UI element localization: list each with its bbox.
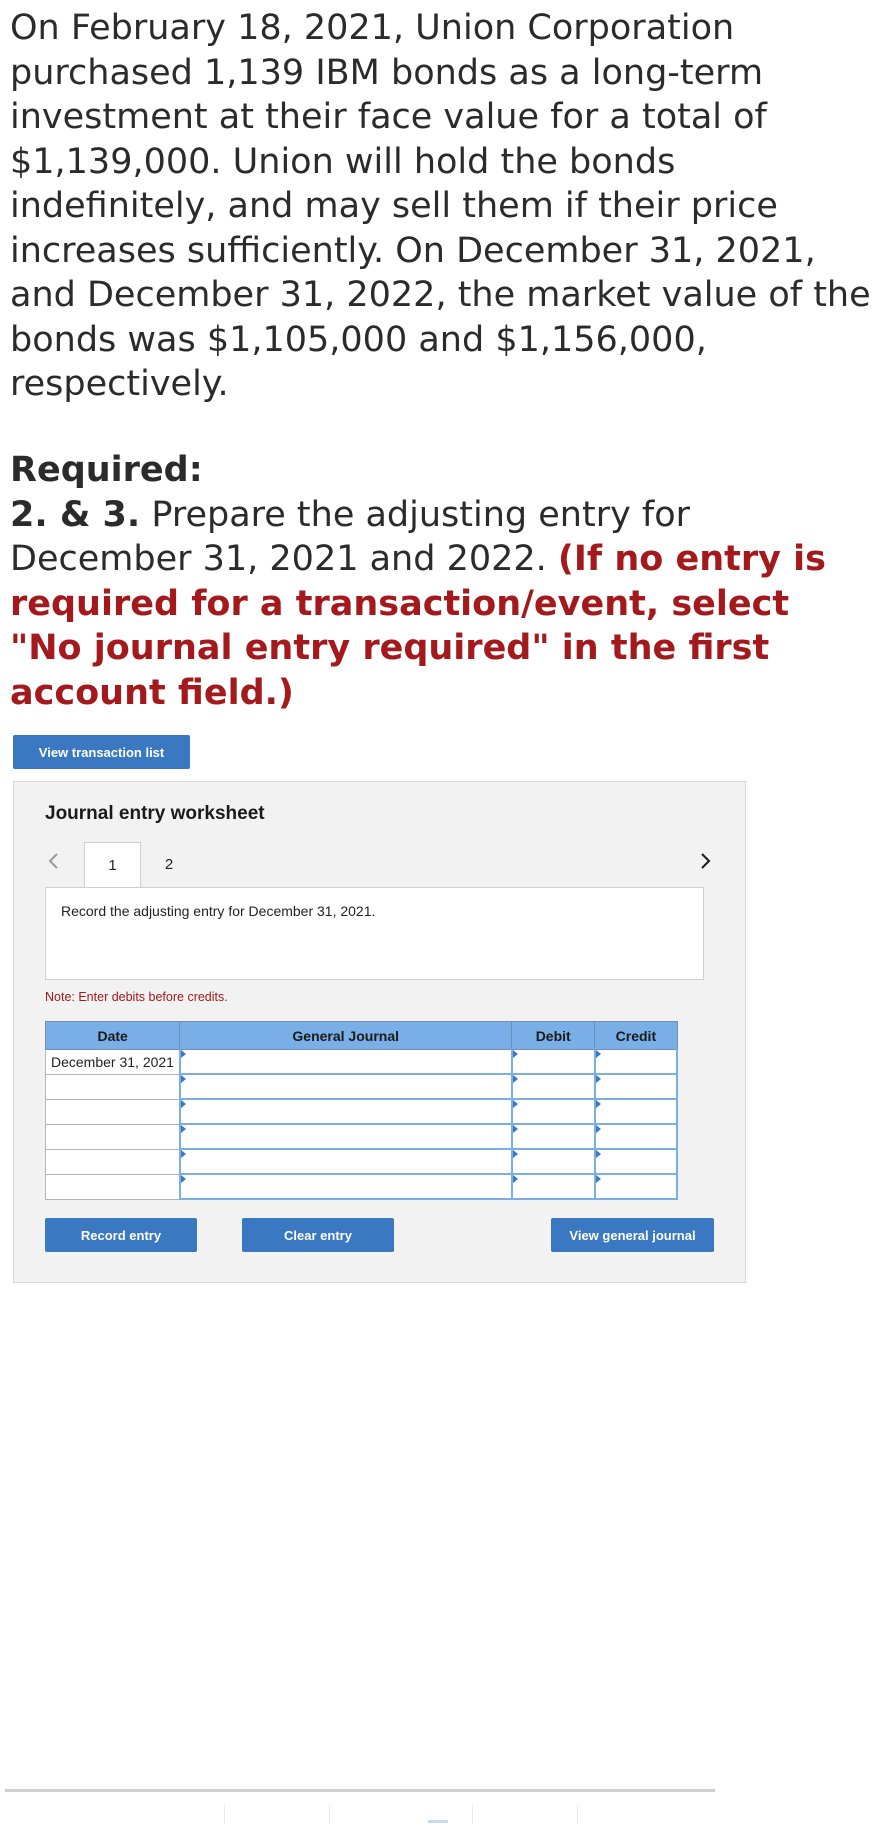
debit-input[interactable] — [512, 1050, 595, 1075]
footer-divider — [472, 1805, 473, 1824]
footer-divider — [224, 1805, 225, 1824]
instruction-text: Record the adjusting entry for December 31, 2021. — [61, 903, 376, 919]
view-general-journal-button[interactable]: View general journal — [551, 1218, 714, 1252]
column-header-credit: Credit — [595, 1022, 677, 1050]
instruction-box — [45, 887, 704, 980]
dropdown-marker-icon — [181, 1075, 186, 1083]
table-row — [46, 1050, 678, 1075]
column-header-date: Date — [46, 1022, 180, 1050]
required-heading: Required: — [10, 450, 203, 490]
debit-input[interactable] — [512, 1074, 595, 1099]
account-input[interactable] — [180, 1074, 512, 1099]
credit-input[interactable] — [595, 1074, 677, 1099]
table-row — [46, 1074, 678, 1099]
tab-1[interactable]: 1 — [84, 842, 141, 887]
dropdown-marker-icon — [181, 1100, 186, 1108]
record-entry-button[interactable]: Record entry — [45, 1218, 197, 1252]
input-marker-icon — [513, 1100, 518, 1108]
table-header-row — [46, 1022, 678, 1050]
column-header-general-journal: General Journal — [180, 1022, 512, 1050]
account-input[interactable] — [180, 1149, 512, 1174]
footer-indicator — [428, 1820, 448, 1823]
requirement-instruction: (If no entry is required for a transaction/event, select "No journal entry required" in the first account field.) — [10, 539, 826, 713]
debit-input[interactable] — [512, 1149, 595, 1174]
footer-divider — [329, 1805, 330, 1824]
date-cell — [46, 1124, 180, 1149]
problem-statement: On February 18, 2021, Union Corporation purchased 1,139 IBM bonds as a long-term investment at their face value for a total of $1,139,000. Union will hold the bonds indefinitely, and may sell them if their price increases sufficiently. On December 31, 2021, and December 31, 2022, the market value of the bonds was $1,105,000 and $1,156,000, respectively. — [10, 8, 871, 404]
credit-input[interactable] — [595, 1050, 677, 1075]
journal-entry-worksheet — [13, 781, 746, 1283]
tab-2[interactable]: 2 — [164, 856, 174, 873]
debit-input[interactable] — [512, 1124, 595, 1149]
footer-divider — [577, 1805, 578, 1824]
clear-entry-button[interactable]: Clear entry — [242, 1218, 394, 1252]
input-marker-icon — [513, 1150, 518, 1158]
column-header-debit: Debit — [512, 1022, 595, 1050]
dropdown-marker-icon — [181, 1175, 186, 1183]
journal-table — [45, 1021, 678, 1200]
view-transaction-list-button[interactable]: View transaction list — [13, 735, 190, 769]
chevron-left-icon[interactable] — [44, 848, 64, 874]
table-row — [46, 1149, 678, 1174]
input-marker-icon — [513, 1050, 518, 1058]
account-input[interactable] — [180, 1099, 512, 1124]
input-marker-icon — [596, 1150, 601, 1158]
date-cell: December 31, 2021 — [46, 1050, 180, 1075]
debit-input[interactable] — [512, 1099, 595, 1124]
account-input[interactable] — [180, 1124, 512, 1149]
chevron-right-icon[interactable] — [695, 848, 715, 874]
date-cell — [46, 1174, 180, 1199]
input-marker-icon — [596, 1125, 601, 1133]
requirement-number: 2. & 3. — [10, 494, 141, 535]
credit-input[interactable] — [595, 1099, 677, 1124]
input-marker-icon — [596, 1075, 601, 1083]
requirement-text: Prepare the adjusting entry for December 31, 2021 and 2022. — [10, 494, 691, 579]
table-row — [46, 1174, 678, 1199]
input-marker-icon — [596, 1050, 601, 1058]
dropdown-marker-icon — [181, 1150, 186, 1158]
table-row — [46, 1099, 678, 1124]
input-marker-icon — [513, 1175, 518, 1183]
input-marker-icon — [596, 1175, 601, 1183]
required-section — [10, 448, 872, 715]
input-marker-icon — [513, 1075, 518, 1083]
account-input[interactable] — [180, 1174, 512, 1199]
credit-input[interactable] — [595, 1174, 677, 1199]
table-row — [46, 1124, 678, 1149]
credit-input[interactable] — [595, 1149, 677, 1174]
debit-input[interactable] — [512, 1174, 595, 1199]
credit-input[interactable] — [595, 1124, 677, 1149]
worksheet-title: Journal entry worksheet — [45, 803, 265, 824]
date-cell — [46, 1074, 180, 1099]
dropdown-marker-icon — [181, 1125, 186, 1133]
scroll-track[interactable] — [5, 1789, 715, 1792]
date-cell — [46, 1149, 180, 1174]
note-text: Note: Enter debits before credits. — [45, 990, 228, 1004]
account-input[interactable] — [180, 1050, 512, 1075]
input-marker-icon — [596, 1100, 601, 1108]
dropdown-marker-icon — [181, 1050, 186, 1058]
date-cell — [46, 1099, 180, 1124]
input-marker-icon — [513, 1125, 518, 1133]
